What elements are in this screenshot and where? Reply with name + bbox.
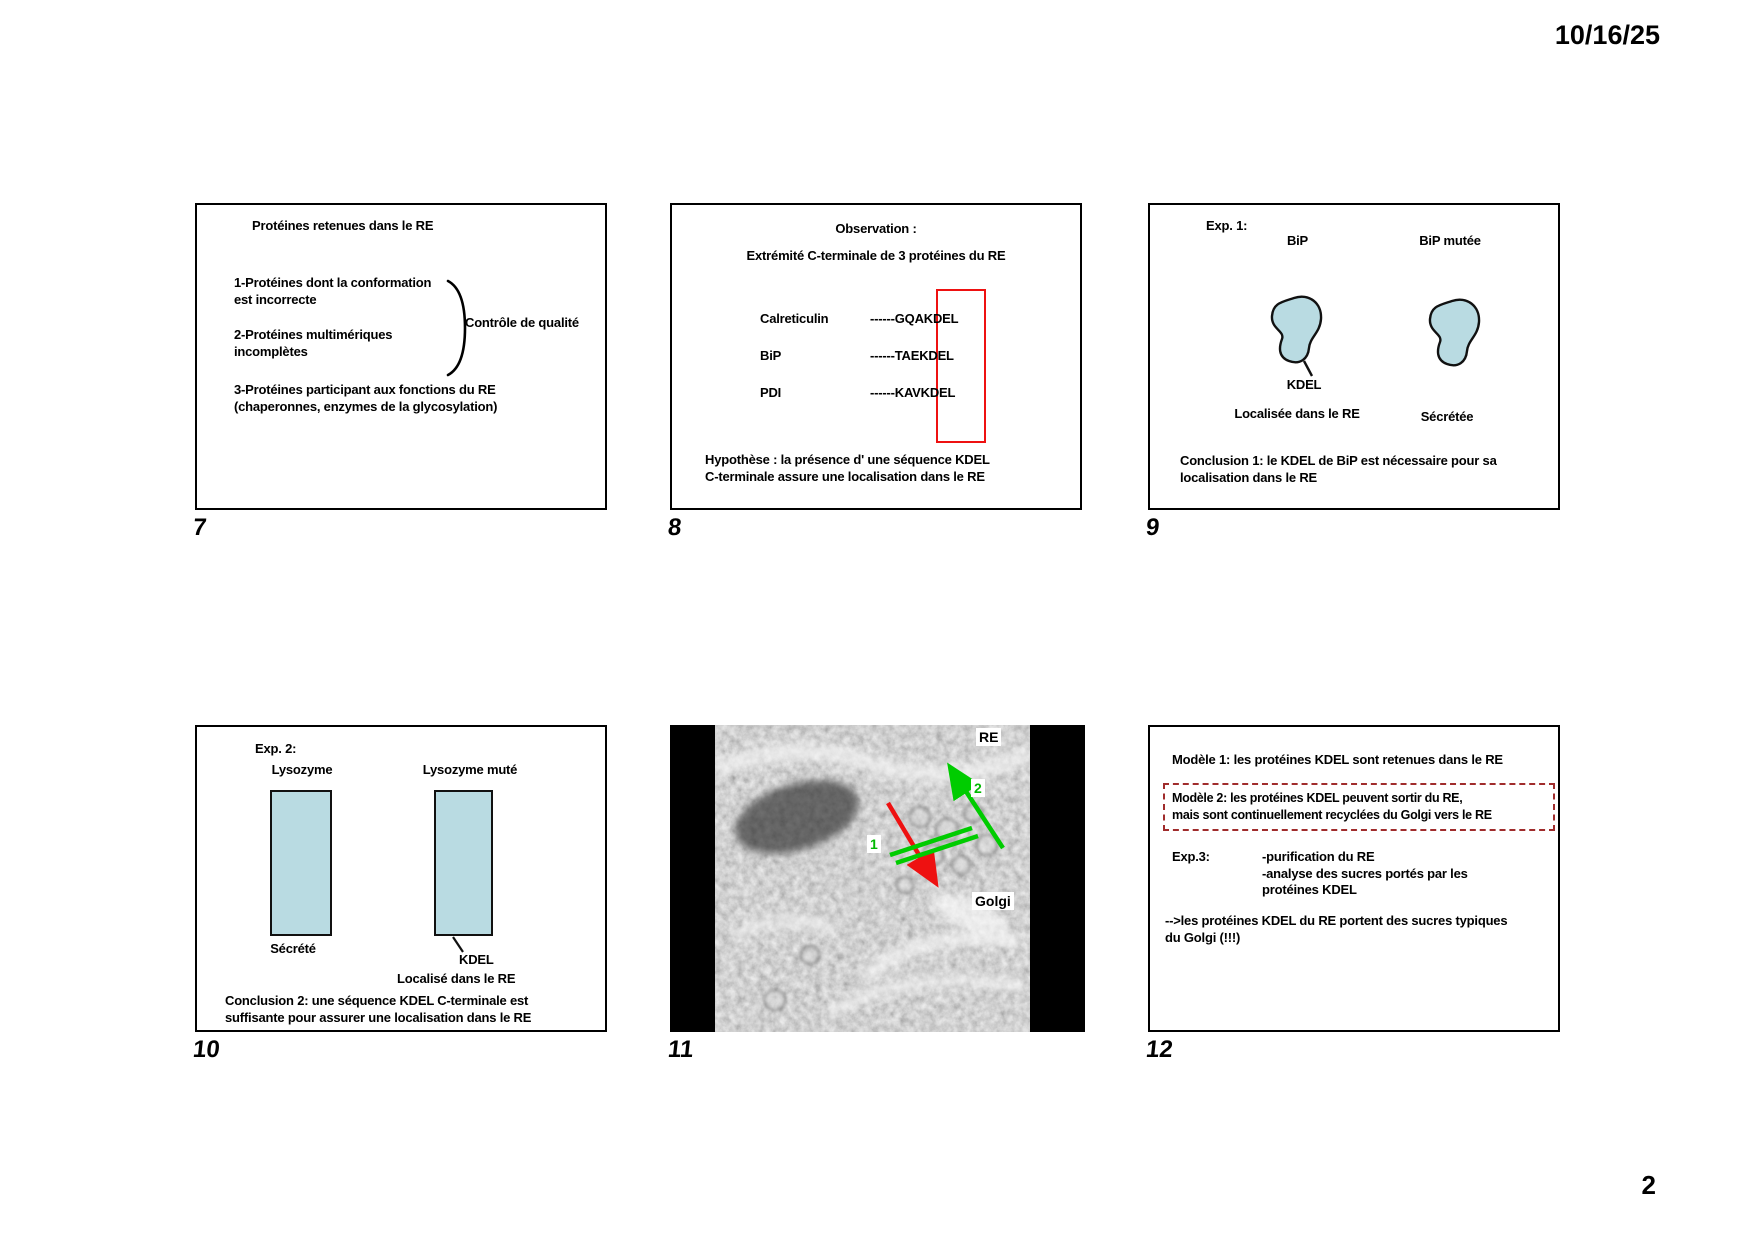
text-line: (chaperonnes, enzymes de la glycosylation) <box>234 398 498 414</box>
protein-row <box>760 385 955 400</box>
protein-row <box>760 311 958 326</box>
slide-10-number: 10 <box>191 1036 222 1063</box>
protein-sequence: ------GQAKDEL <box>870 311 959 326</box>
slide-12-exp-details <box>1262 849 1468 899</box>
slide-9 <box>1148 203 1560 510</box>
text-line: -->les protéines KDEL du RE portent des sucres typiques <box>1165 913 1508 928</box>
protein-sequence: ------KAVKDEL <box>870 385 956 400</box>
label-2: 2 <box>971 779 985 797</box>
annotation-arrows <box>670 725 1085 1032</box>
text-line: -purification du RE <box>1262 849 1375 864</box>
text-line: est incorrecte <box>234 291 317 307</box>
slide-10 <box>195 725 607 1032</box>
slide-9-left-title: BiP <box>1286 233 1309 248</box>
slide-8-subtitle: Extrémité C-terminale de 3 protéines du RE <box>746 248 1006 263</box>
protein-sequence: ------TAEKDEL <box>870 348 954 363</box>
slide-7-quality-label: Contrôle de qualité <box>465 315 579 330</box>
slide-9-right-caption: Sécrétée <box>1420 409 1474 424</box>
slide-12-number: 12 <box>1144 1036 1175 1063</box>
slide-9-conclusion <box>1180 453 1497 486</box>
text-line: du Golgi (!!!) <box>1165 929 1241 945</box>
slide-7-title: Protéines retenues dans le RE <box>252 218 434 233</box>
slide-10-left-title: Lysozyme <box>271 762 333 777</box>
protein-name: BiP <box>760 348 782 363</box>
slide-10-left-caption: Sécrété <box>270 941 316 956</box>
slide-11-number: 11 <box>666 1036 695 1063</box>
slide-9-left-caption: Localisée dans le RE <box>1234 406 1360 421</box>
text-line: Hypothèse : la présence d' une séquence KDEL <box>705 452 990 467</box>
text-line: protéines KDEL <box>1262 882 1357 897</box>
text-line: suffisante pour assurer une localisation dans le RE <box>225 1009 532 1025</box>
slide-12-exp-label: Exp.3: <box>1172 849 1210 864</box>
slide-12-model1: Modèle 1: les protéines KDEL sont retenues dans le RE <box>1172 752 1503 767</box>
bip-mutated-blob <box>1422 298 1486 370</box>
slide-12 <box>1148 725 1560 1032</box>
page-number: 2 <box>1641 1170 1656 1200</box>
slide-8 <box>670 203 1082 510</box>
slide-12-result <box>1165 913 1507 946</box>
lysozyme-bar <box>270 790 332 936</box>
slide-10-kdel-label: KDEL <box>459 952 494 967</box>
model2-dashed-box <box>1163 783 1555 831</box>
slide-7-number: 7 <box>191 514 208 541</box>
slide-9-kdel-label: KDEL <box>1286 377 1322 392</box>
slide-10-right-caption: Localisé dans le RE <box>397 971 516 986</box>
slide-7 <box>195 203 607 510</box>
bip-protein-blob <box>1264 295 1328 381</box>
slide-9-exp-label: Exp. 1: <box>1206 218 1248 233</box>
slide-10-right-title: Lysozyme muté <box>422 762 518 777</box>
text-line: -analyse des sucres portés par les <box>1262 865 1468 881</box>
protein-name: Calreticulin <box>760 311 829 326</box>
text-line: 3-Protéines participant aux fonctions du RE <box>234 382 496 397</box>
protein-row <box>760 348 954 363</box>
label-1: 1 <box>867 835 881 853</box>
text-line: 1-Protéines dont la conformation <box>234 275 432 290</box>
text-line: localisation dans le RE <box>1180 469 1317 485</box>
text-line: 2-Protéines multimériques <box>234 327 393 342</box>
text-line: mais sont continuellement recyclées du Golgi vers le RE <box>1172 808 1492 822</box>
text-line: Conclusion 1: le KDEL de BiP est nécessaire pour sa <box>1180 453 1497 468</box>
text-line: incomplètes <box>234 343 308 359</box>
text-line: Conclusion 2: une séquence KDEL C-terminale est <box>225 993 529 1008</box>
slide-10-conclusion <box>225 993 531 1026</box>
date: 10/16/25 <box>1554 20 1660 50</box>
re-label: RE <box>976 728 1001 746</box>
slide-8-title: Observation : <box>835 221 917 236</box>
slide-8-hypothesis <box>705 452 990 485</box>
slide-8-number: 8 <box>666 514 683 541</box>
slide-7-item1 <box>234 275 431 308</box>
slide-9-right-title: BiP mutée <box>1419 233 1481 248</box>
text-line: C-terminale assure une localisation dans le RE <box>705 468 985 484</box>
lysozyme-mutated-bar <box>434 790 493 936</box>
slide-7-item3 <box>234 382 497 415</box>
slide-10-exp-label: Exp. 2: <box>255 741 297 756</box>
slide-7-item2 <box>234 327 392 360</box>
protein-name: PDI <box>760 385 782 400</box>
text-line: Modèle 2: les protéines KDEL peuvent sortir du RE, <box>1172 791 1463 805</box>
slide-9-number: 9 <box>1144 514 1161 541</box>
golgi-label: Golgi <box>972 892 1014 910</box>
slide-11 <box>670 725 1085 1032</box>
